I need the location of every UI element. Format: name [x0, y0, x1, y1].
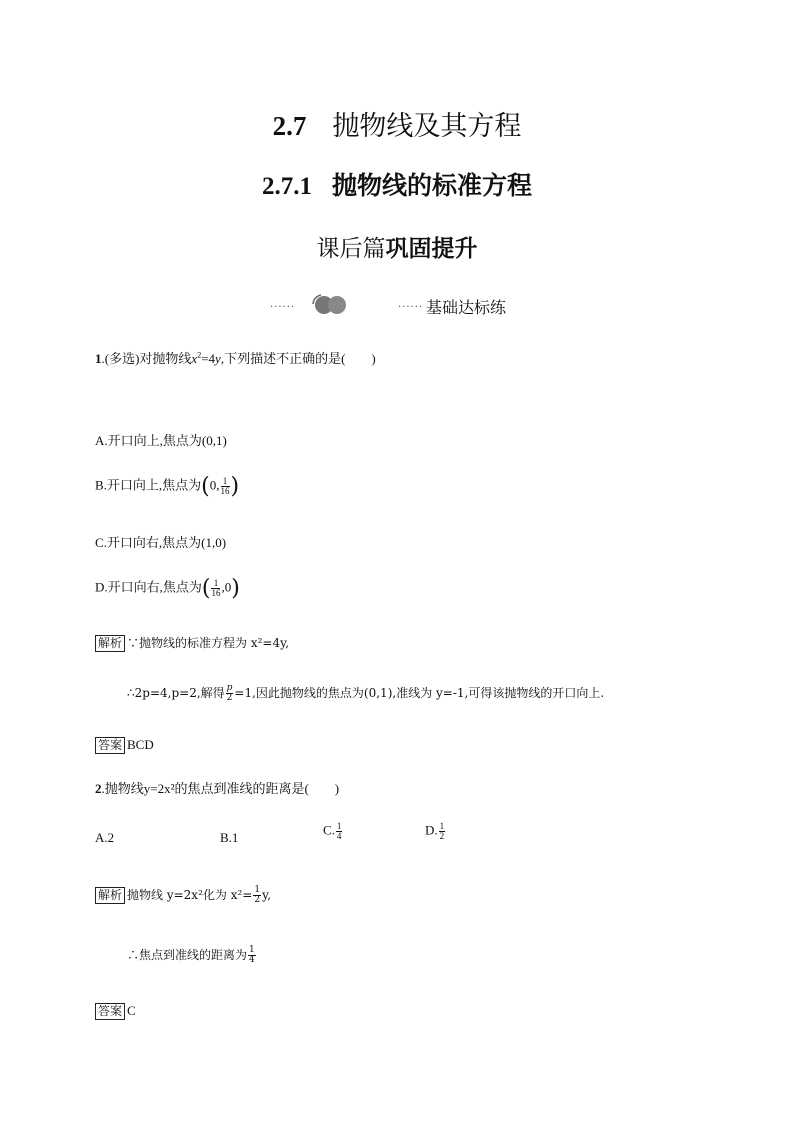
q1-option-b-fraction: $\frac{1}{16}$	[220, 476, 230, 496]
q2-stem-text: .抛物线y=2x²的焦点到准线的距离是( )	[101, 781, 340, 796]
q1-option-a: A.开口向上,焦点为(0,1)	[95, 433, 227, 448]
analysis-tag: 解析	[95, 887, 125, 904]
q2-analysis-line-1	[95, 886, 271, 905]
q1-analysis-text-2b: =1,因此抛物线的焦点为(0,1),准线为 y=-1,可得该抛物线的开口向上.	[234, 686, 605, 700]
q2-option-c	[323, 822, 343, 841]
q2-option-d-fraction: $\frac{1}{2}$	[439, 821, 445, 841]
question-1-number: 1	[95, 351, 102, 366]
q2-option-a: A.2	[95, 830, 115, 845]
q1-eq-rest: =4	[201, 351, 216, 366]
q1-analysis-fraction: $\frac{p}{2}$	[226, 683, 233, 703]
q1-suffix: ,下列描述不正确的是( )	[220, 351, 376, 366]
double-circle-icon	[308, 292, 352, 316]
q2-answer	[95, 1003, 136, 1020]
q1-option-d-zero: ,0	[221, 579, 232, 595]
page-subtitle	[0, 166, 794, 202]
dots-right: ······	[398, 302, 424, 313]
analysis-tag: 解析	[95, 635, 125, 652]
q1-analysis-text-1: ∵抛物线的标准方程为 x²=4y,	[127, 636, 290, 650]
q1-answer	[95, 737, 154, 754]
q2-analysis-fraction-2: $\frac{1}{4}$	[249, 945, 255, 965]
question-2-stem	[95, 778, 339, 797]
q2-analysis-text-1b: y,	[262, 888, 272, 902]
q1-analysis-text-2a: ∴2p=4,p=2,解得	[127, 686, 225, 700]
title-text: 抛物线及其方程	[332, 111, 522, 142]
q1-option-d: D.开口向右,焦点为( $\frac{1}{16}$ ,0)	[95, 576, 240, 601]
q2-analysis-text-2: ∴焦点到准线的距离为	[127, 948, 248, 962]
q2-analysis-fraction-1: $\frac{1}{2}$	[254, 885, 261, 905]
subtitle-text: 抛物线的标准方程	[331, 171, 532, 200]
dots-left: ······	[270, 302, 296, 313]
title-number: 2.7	[272, 111, 307, 141]
q1-option-b-text: B.开口向上,焦点为	[95, 477, 202, 493]
q2-option-b: B.1	[220, 830, 239, 845]
q2-analysis-text-1a: 抛物线 y=2x²化为 x²=	[127, 888, 253, 902]
q1-option-c: C.开口向右,焦点为(1,0)	[95, 535, 227, 550]
q1-answer-value: BCD	[127, 737, 154, 752]
q1-analysis-line-2	[127, 684, 604, 703]
q1-analysis-line-1	[95, 634, 289, 652]
q1-prefix: .(多选)对抛物线	[101, 351, 192, 366]
q1-eq-x: x	[191, 351, 198, 366]
answer-tag: 答案	[95, 737, 125, 754]
section-bar-label: 基础达标练	[426, 298, 507, 317]
q1-eq-sup: 2	[197, 350, 202, 360]
section-heading	[0, 230, 794, 263]
question-2-number: 2	[95, 781, 102, 796]
q1-option-d-text: D.开口向右,焦点为	[95, 579, 202, 595]
q2-option-c-label: C.	[323, 822, 335, 838]
q1-option-d-fraction: $\frac{1}{16}$	[211, 578, 221, 598]
q2-option-d	[425, 822, 446, 841]
q2-option-c-fraction: $\frac{1}{4}$	[336, 821, 342, 841]
section-heading-bold: 巩固提升	[385, 236, 478, 262]
q2-option-d-label: D.	[425, 822, 438, 838]
page-title	[0, 104, 794, 143]
section-heading-normal: 课后篇	[316, 236, 386, 262]
q1-option-b-zero: 0,	[209, 477, 220, 493]
q2-analysis-line-2	[127, 946, 257, 965]
q2-answer-value: C	[127, 1003, 136, 1018]
answer-tag: 答案	[95, 1003, 125, 1020]
q1-eq-y: y	[215, 351, 221, 366]
subtitle-number: 2.7.1	[261, 173, 312, 200]
question-1-stem	[95, 348, 376, 367]
q1-option-b: B.开口向上,焦点为(0, $\frac{1}{16}$ )	[95, 474, 240, 499]
